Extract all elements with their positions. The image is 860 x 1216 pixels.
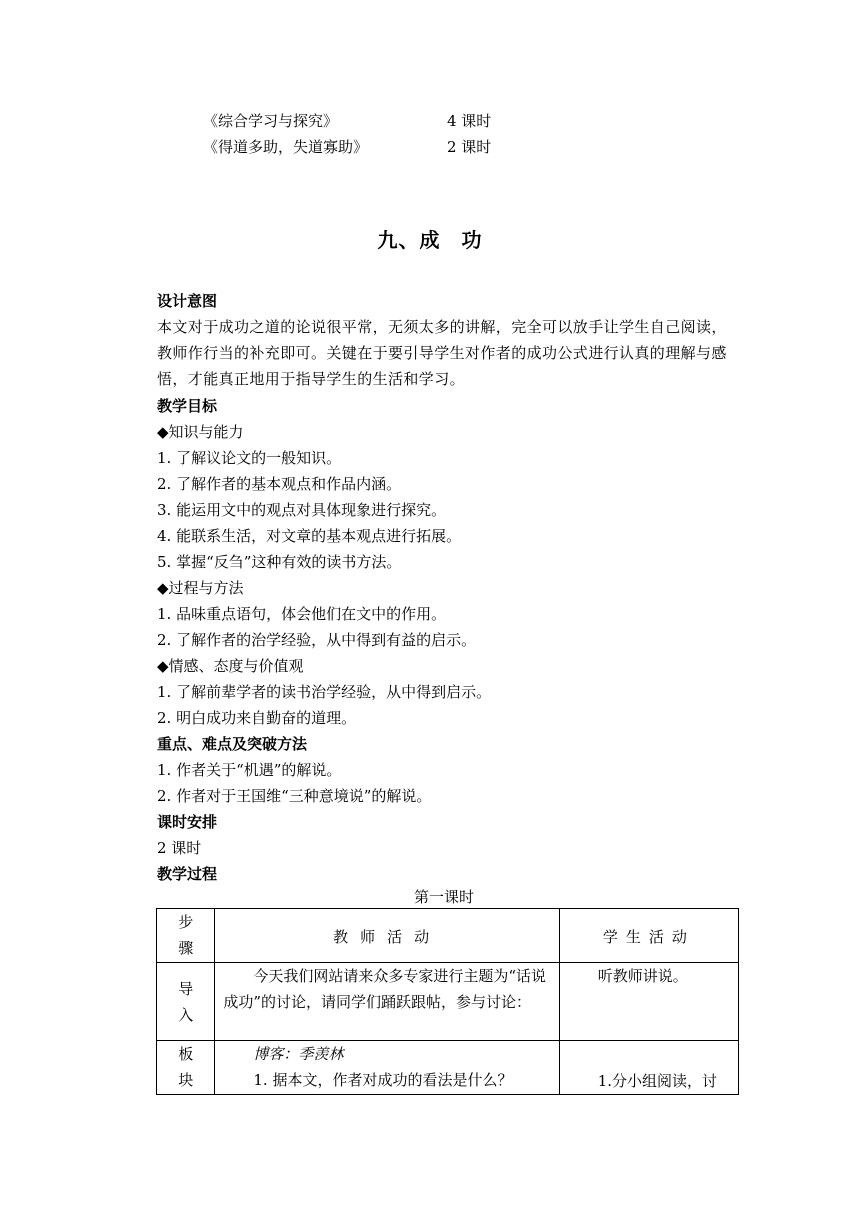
student-activity-header: 学生活动 <box>559 909 738 963</box>
knowledge-subheading: ◆知识与能力 <box>157 423 244 441</box>
process-subheading: ◆过程与方法 <box>157 579 244 597</box>
key-points-heading: 重点、难点及突破方法 <box>157 735 308 753</box>
list-item: 1. 品味重点语句，体会他们在文中的作用。 <box>157 605 447 623</box>
step-header-cell <box>157 909 215 963</box>
schedule-item-hours: 4 课时 <box>447 112 492 130</box>
blog-author-label: 博客：季羡林 <box>253 1045 344 1063</box>
teacher-activity-cell <box>215 963 559 1041</box>
schedule-item-hours: 2 课时 <box>447 138 492 156</box>
design-intent-heading: 设计意图 <box>157 292 218 310</box>
table-header-row <box>157 909 739 963</box>
list-item: 2. 了解作者的治学经验，从中得到有益的启示。 <box>157 631 477 649</box>
list-item: 1. 了解前辈学者的读书治学经验，从中得到启示。 <box>157 683 492 701</box>
step-header-char: 骤 <box>178 939 194 957</box>
step-char: 入 <box>178 1006 194 1024</box>
schedule-heading: 课时安排 <box>157 813 218 831</box>
student-activity-text: 听教师讲说。 <box>597 967 688 985</box>
step-char: 板 <box>178 1045 194 1063</box>
emotion-subheading: ◆情感、态度与价值观 <box>157 657 304 675</box>
schedule-item-title: 《综合学习与探究》 <box>203 112 339 130</box>
step-cell <box>157 963 215 1041</box>
student-activity-cell <box>559 963 738 1041</box>
design-intent-text: 本文对于成功之道的论说很平常，无须太多的讲解，完全可以放手让学生自己阅读，教师作行当的补充即可。关键在于要引导学生对作者的成功公式进行认真的理解与感悟，才能真正地用于指导学生的生活和学习。 <box>157 318 727 388</box>
step-char: 导 <box>178 980 194 998</box>
process-heading: 教学过程 <box>157 865 218 883</box>
table-row <box>157 1041 739 1095</box>
lesson-title: 九、成 功 <box>377 228 483 252</box>
list-item: 3. 能运用文中的观点对具体现象进行探究。 <box>157 501 447 519</box>
list-item: 2. 作者对于王国维“三种意境说”的解说。 <box>157 787 432 805</box>
step-char: 块 <box>178 1071 194 1089</box>
list-item: 1. 了解议论文的一般知识。 <box>157 449 342 467</box>
list-item: 1. 作者关于“机遇”的解说。 <box>157 761 342 779</box>
student-activity-cell <box>559 1041 738 1095</box>
teacher-activity-text: 今天我们网站请来众多专家进行主题为“话说成功”的讨论，请同学们踊跃跟帖，参与讨论： <box>223 967 547 1011</box>
lesson-table <box>156 908 739 1095</box>
step-cell <box>157 1041 215 1095</box>
step-header-char: 步 <box>178 913 194 931</box>
student-activity-text: 1.分小组阅读，讨 <box>597 1072 718 1090</box>
table-caption: 第一课时 <box>413 888 474 906</box>
list-item: 5. 掌握“反刍”这种有效的读书方法。 <box>157 553 402 571</box>
schedule-item-title: 《得道多助，失道寡助》 <box>203 138 369 156</box>
teacher-question: 1. 据本文，作者对成功的看法是什么？ <box>253 1071 513 1089</box>
table-row <box>157 963 739 1041</box>
teacher-activity-header: 教师活动 <box>215 909 559 963</box>
teacher-activity-cell <box>215 1041 559 1095</box>
objectives-heading: 教学目标 <box>157 397 218 415</box>
list-item: 4. 能联系生活，对文章的基本观点进行拓展。 <box>157 527 462 545</box>
schedule-hours-text: 2 课时 <box>157 839 202 857</box>
list-item: 2. 明白成功来自勤奋的道理。 <box>157 709 357 727</box>
list-item: 2. 了解作者的基本观点和作品内涵。 <box>157 475 402 493</box>
